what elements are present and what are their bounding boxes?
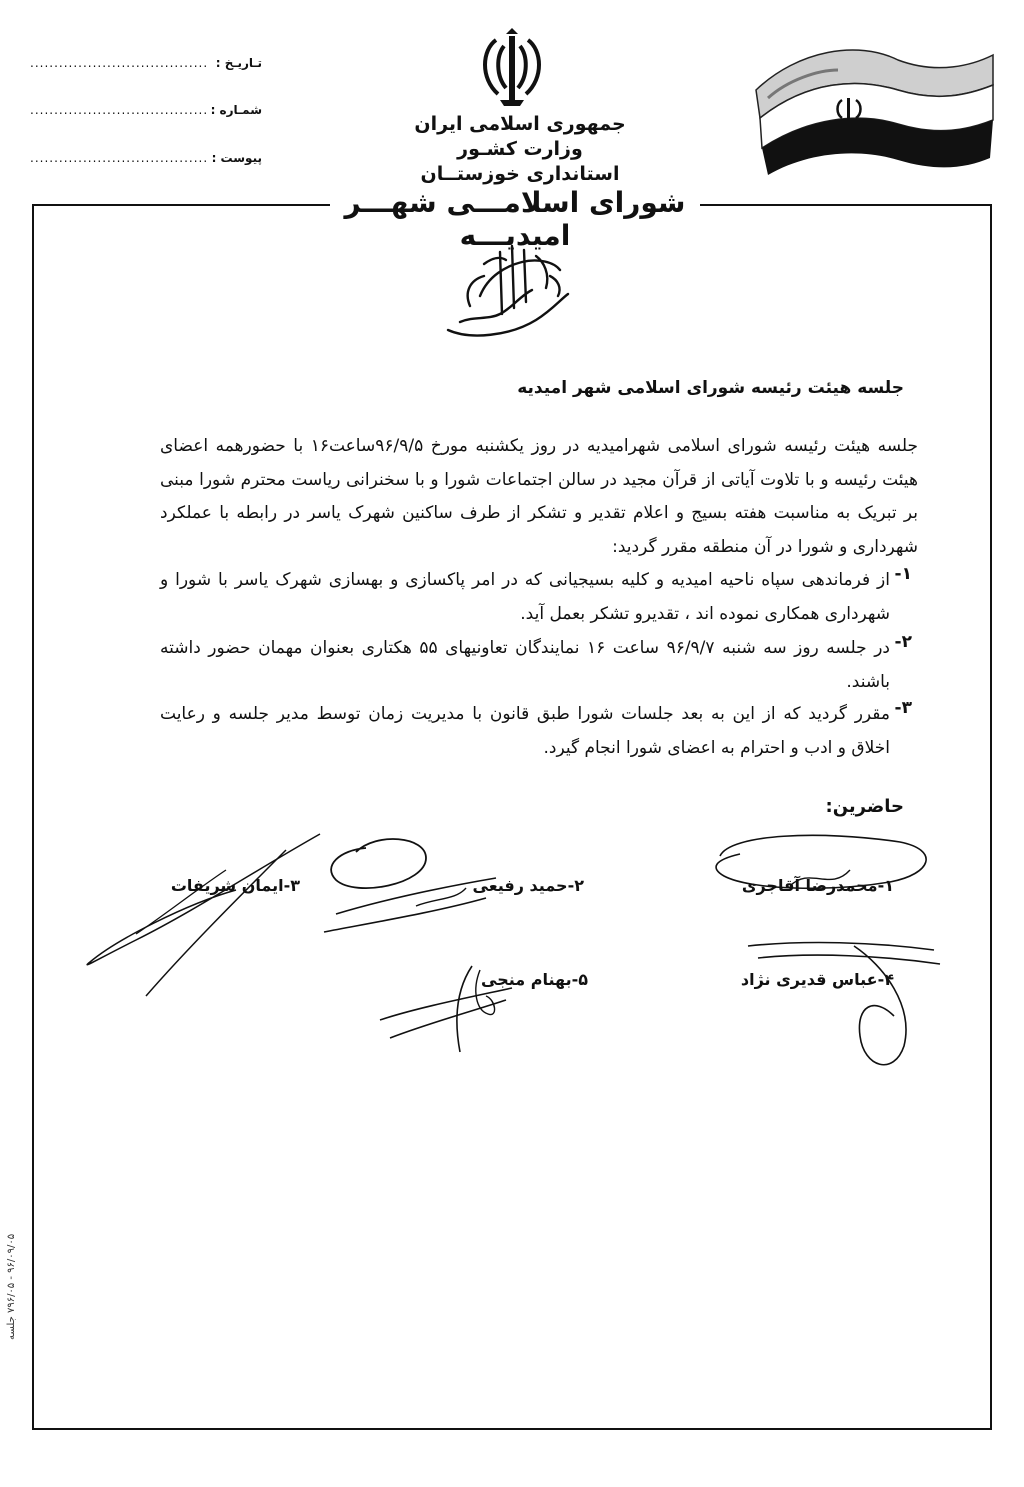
item-2-number: ۲- — [894, 632, 912, 652]
number-field — [30, 103, 262, 125]
council-title: شورای اسلامـــی شهـــر اميديـــه — [330, 186, 700, 252]
attendee-4: ۴-عباس قديری نژاد — [740, 970, 894, 989]
bismillah-calligraphy-icon — [440, 236, 580, 340]
attachment-field — [30, 151, 262, 173]
attachment-label: پيوست : — [211, 151, 262, 165]
ministry-name: وزارت كشـور — [457, 138, 583, 160]
item-1-text: از فرماندهی سپاه ناحيه اميديه و كليه بسيجيانی كه در امر پاكسازی و بهسازی شهرک ياسر با شورا و شهرداری همكاری نموده اند ، تقديرو تشكر بعمل آيد. — [160, 570, 890, 624]
date-dots: ..................................... — [30, 56, 209, 70]
country-name: جمهوری اسلامی ايران — [414, 113, 626, 135]
attendee-2: ۲-حميد رفيعی — [472, 876, 584, 895]
flag-icon — [738, 40, 998, 180]
signature-3-icon — [76, 830, 326, 1002]
attendee-1: ۱-محمدرضا آقاجری — [741, 876, 894, 895]
date-label: تـاريـخ : — [215, 56, 262, 70]
province-name: استانداری خوزستــان — [420, 163, 620, 185]
item-2-text: در جلسه روز سه شنبه ۹۶/۹/۷ ساعت ۱۶ نمايندگان تعاونيهای ۵۵ هكتاری بعنوان مهمان حضور داشته باشند. — [160, 638, 890, 692]
signature-5-icon — [376, 960, 516, 1056]
number-label: شمـاره : — [210, 103, 262, 117]
date-field — [30, 56, 262, 78]
letter-heading: جلسه هيئت رئيسه شورای اسلامی شهر اميديه — [517, 378, 904, 398]
attendee-5: ۵-بهنام منجی — [481, 970, 588, 989]
signature-2-icon — [316, 828, 506, 938]
signature-1-icon — [700, 826, 940, 906]
side-note: ۹۶/۰۹/۰۵ - ۷۹۶/۰۵ جلسه — [6, 1233, 17, 1340]
present-label: حاضرين: — [825, 796, 904, 817]
letter-body: جلسه هيئت رئيسه شورای اسلامی شهراميديه در روز يكشنبه مورخ ۹۶/۹/۵ساعت۱۶ با حضورهمه اعضای هيئت رئيسه و با تلاوت آياتی از قرآن مجيد در سالن اجتماعات شورا و با سخنرانی رياست محترم شورا مبنی بر تبريک به مناسبت هفته بسيج و اعلام تقدير و تشكر از طرف ساكنين شهرک ياسر در رابطه با عملكرد شهرداری و شورا در آن منطقه مقرر گرديد: — [160, 436, 919, 557]
number-dots: ..................................... — [30, 103, 209, 117]
item-3-text: مقرر گرديد كه از اين به بعد جلسات شورا طبق قانون با مديريت زمان توسط مدير جلسه و رعايت اخلاق و ادب و احترام به اعضای شورا انجام گيرد. — [160, 704, 890, 758]
item-1-number: ۱- — [894, 564, 912, 584]
item-3-number: ۳- — [894, 698, 912, 718]
attendee-3: ۳-ايمان شريفات — [170, 876, 300, 895]
signature-4-icon — [744, 936, 944, 1076]
attachment-dots: ..................................... — [30, 151, 209, 165]
emblem-icon — [476, 28, 548, 108]
